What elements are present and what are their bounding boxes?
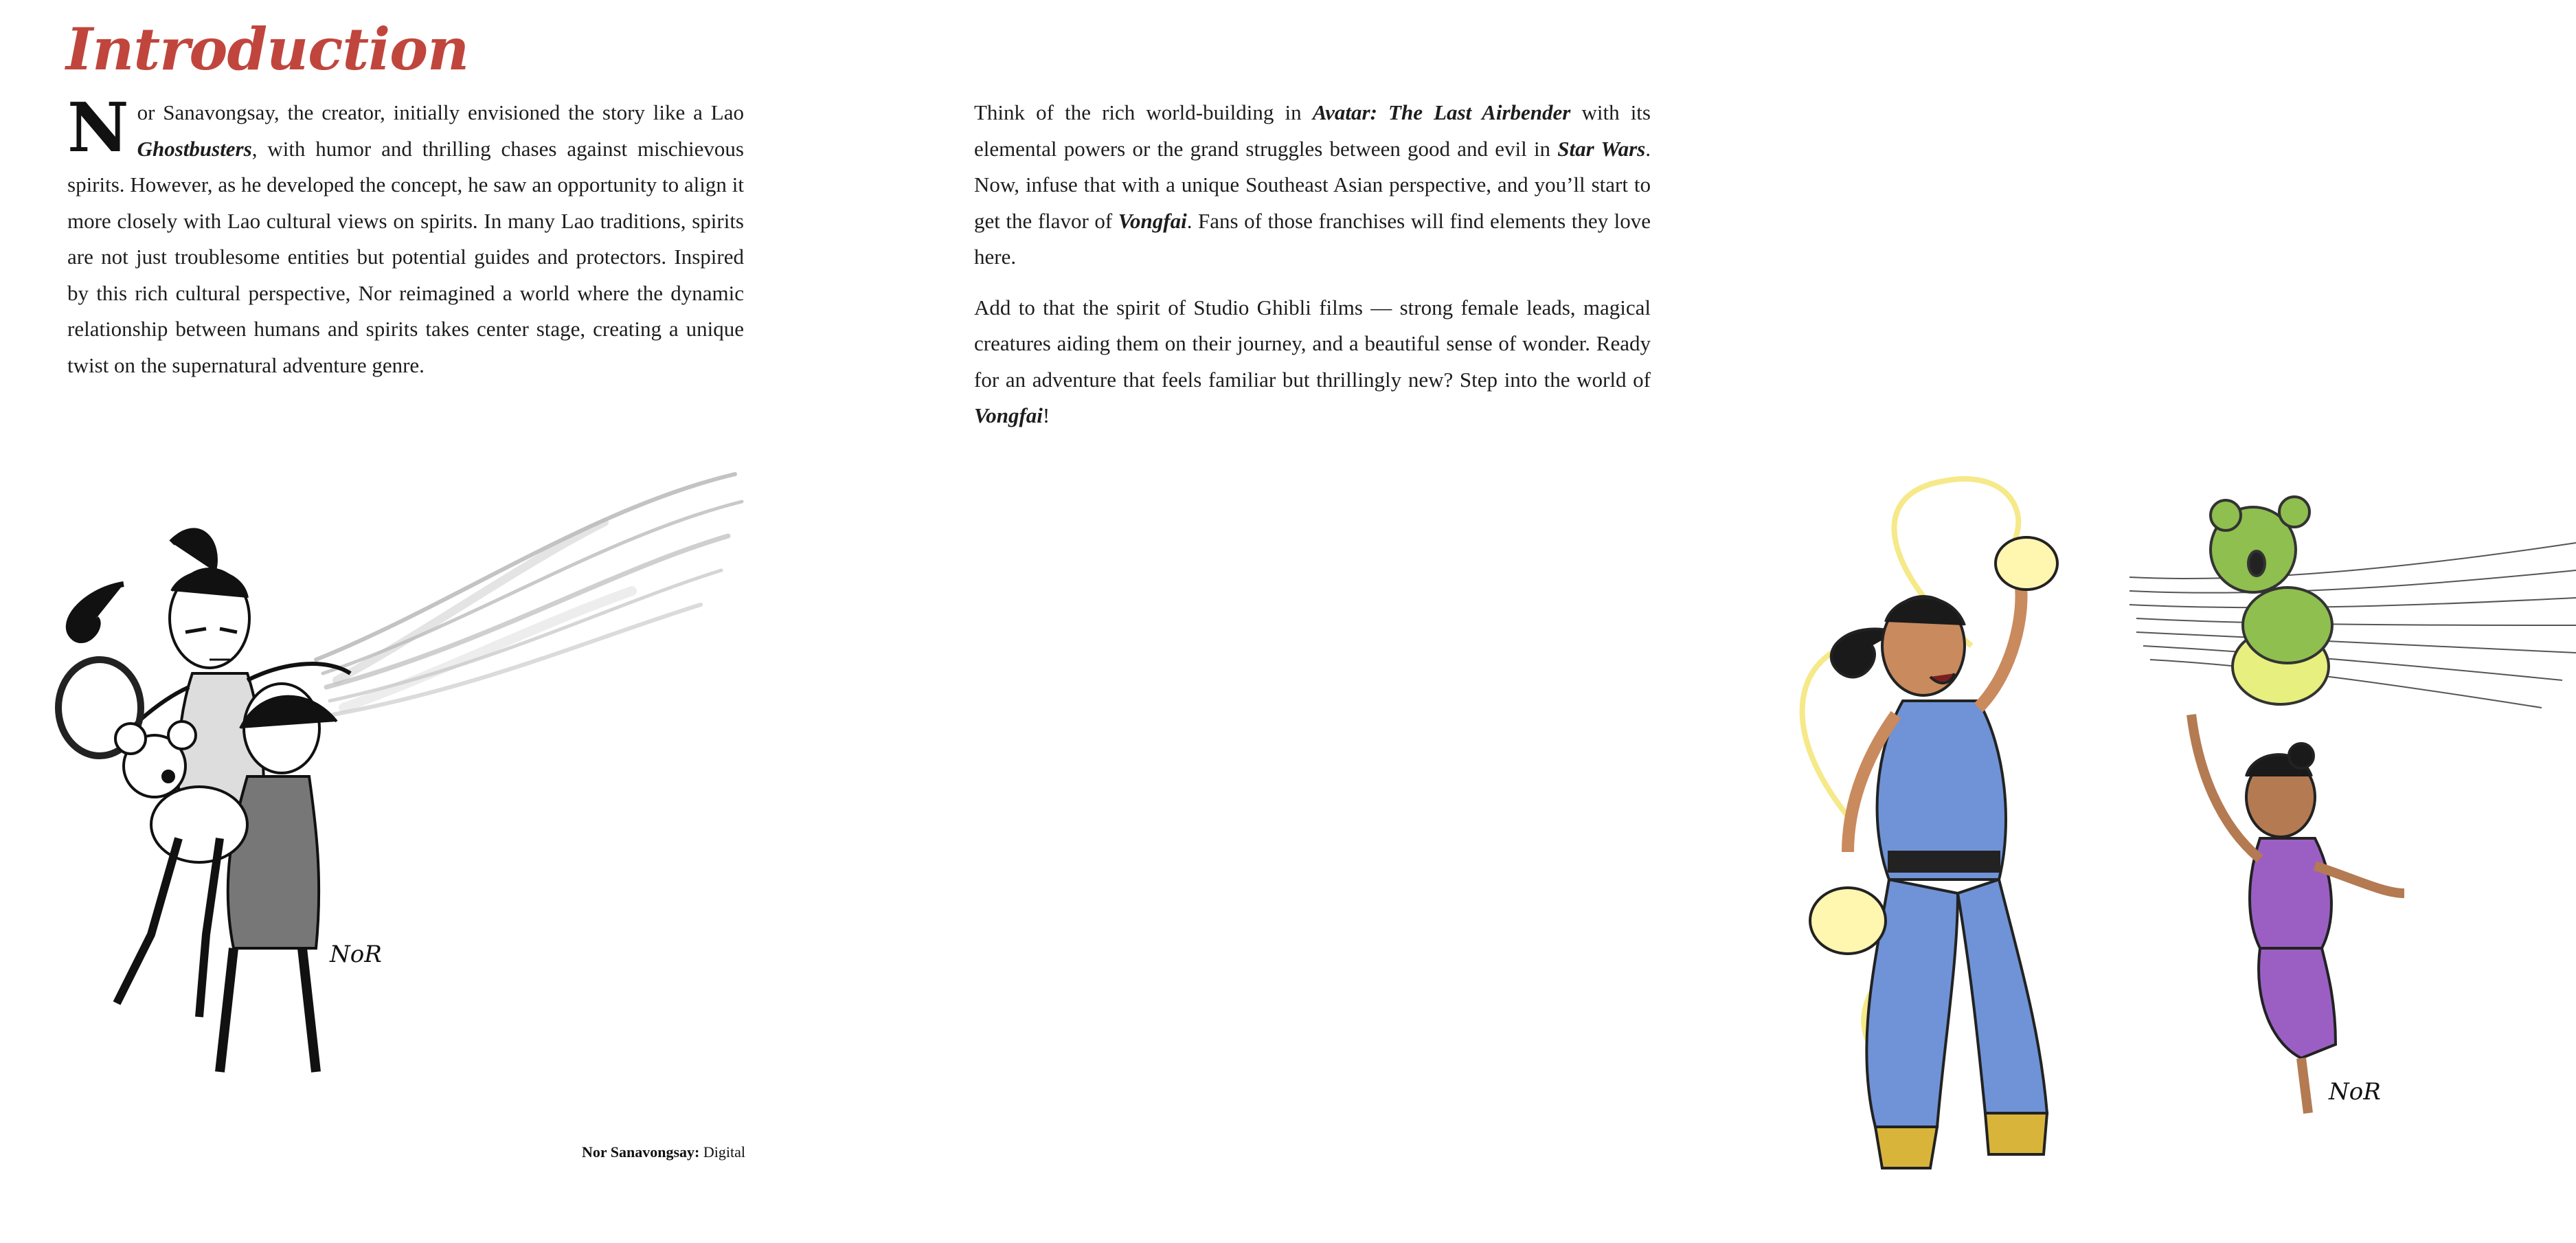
right-text-column: [974, 95, 1651, 434]
image-caption: [582, 1143, 745, 1161]
right-page: [859, 0, 2381, 1243]
emphasis-vongfai-2: Vongfai: [974, 403, 1043, 427]
wind-swoosh-graphic: [316, 474, 742, 715]
artist-signature: NoR: [2329, 1078, 2381, 1106]
intro-paragraph: [67, 89, 744, 383]
emphasis-ghostbusters: Ghostbusters: [137, 136, 252, 161]
page-title: Introduction: [66, 15, 469, 83]
left-page: [0, 0, 859, 1243]
paragraph-franchises: Think of the rich world-building in Avatar: The Last Airbender with its elemental powers or the grand struggles between good and evil in Star Wars. Now, infuse that with a unique Southeast Asian perspective, and you’ll start to get the flavor of Vongfai. Fans of those franchises will find elements they love here.: [974, 100, 1651, 269]
drop-cap: N: [67, 89, 129, 168]
paragraph-text-1: or Sanavongsay, the creator, initially envisioned the story like a Lao: [137, 100, 744, 124]
paragraph-ghibli: Add to that the spirit of Studio Ghibli films — strong female leads, magical creatures aiding them on their journey, and a beautiful sense of wonder. Ready for an adventure that feels familiar but thrillingly new? Step into the world of Vongfai!: [974, 295, 1651, 427]
green-bear-graphic: [2211, 497, 2332, 704]
color-illustration: [1752, 440, 2576, 1230]
caption-artist: Nor Sanavongsay:: [582, 1143, 700, 1161]
wind-swoosh-graphic: [2129, 543, 2576, 708]
emphasis-vongfai: Vongfai: [1118, 208, 1187, 233]
glowing-disc-left-graphic: [1810, 888, 1886, 954]
caption-medium: Digital: [699, 1143, 745, 1161]
child-figure-graphic: [2191, 715, 2404, 1113]
paragraph-text-2: , with humor and thrilling chases against mischievous spirits. However, as he developed the concept, he saw an opportunity to align it more closely with Lao cultural views on spirits. In many Lao traditions, spirits are not just troublesome entities but potential guides and protectors. Inspired by this rich cultural perspective, Nor reimagined a world where the dynamic relationship between humans and spirits takes center stage, creating a unique twist on the supernatural adventure genre.: [67, 136, 744, 377]
artist-signature: NoR: [330, 941, 382, 968]
bw-illustration: [41, 453, 769, 1196]
glowing-disc-top-graphic: [1996, 537, 2057, 590]
emphasis-avatar: Avatar: The Last Airbender: [1312, 100, 1571, 124]
emphasis-star-wars: Star Wars: [1557, 136, 1646, 161]
warrior-figure-graphic: [1831, 577, 2047, 1168]
